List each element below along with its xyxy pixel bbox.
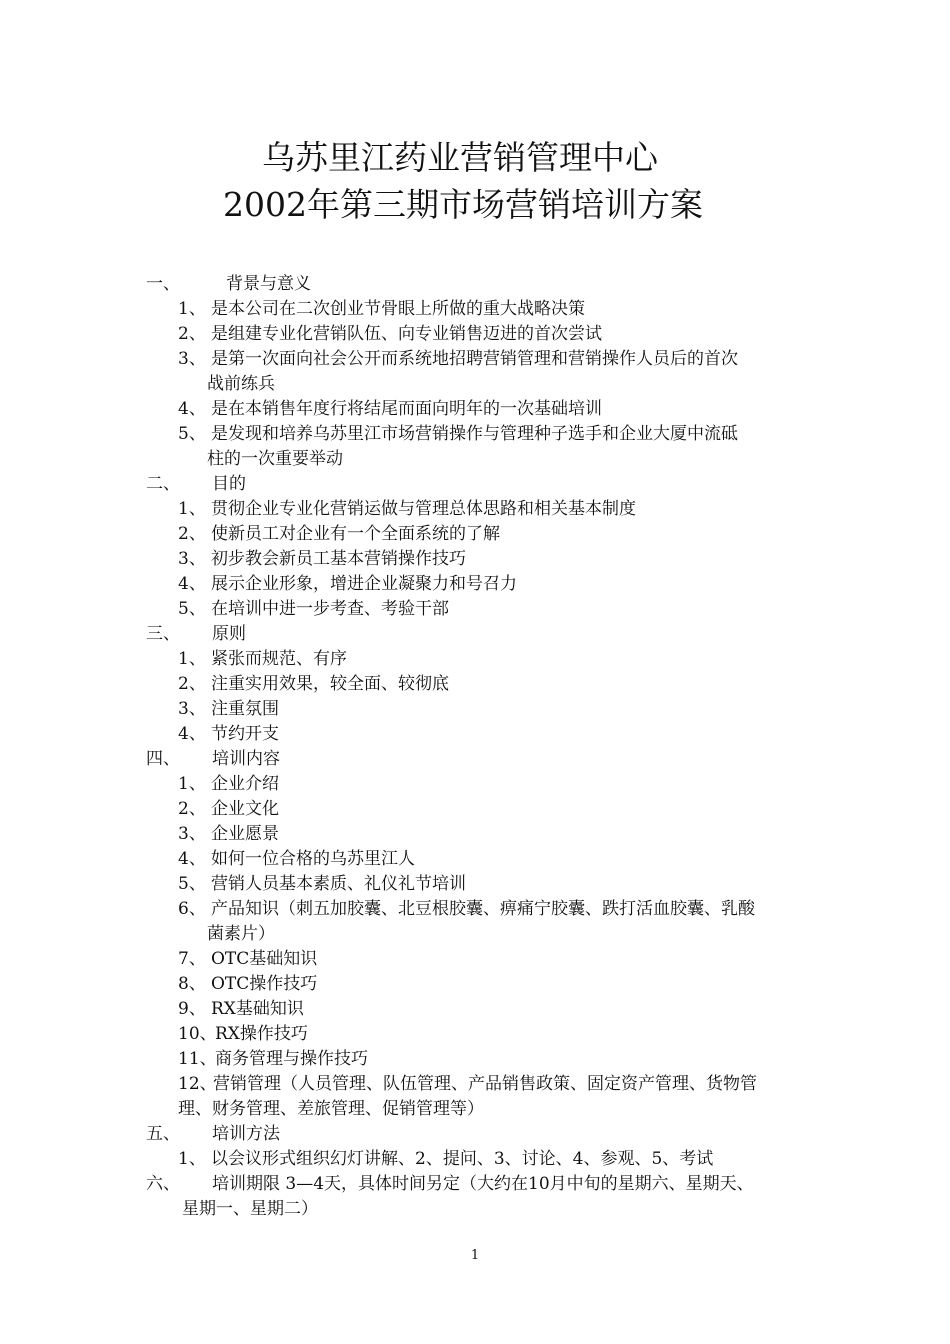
- list-item: [0, 397, 950, 422]
- item-text: 企业介绍: [211, 774, 279, 794]
- item-number: 1、: [178, 499, 206, 519]
- list-item: [0, 522, 950, 547]
- item-text: 注重实用效果，较全面、较彻底: [211, 674, 449, 694]
- item-number: 11、: [178, 1049, 217, 1069]
- section-text-continuation: 星期一、星期二）: [182, 1199, 318, 1219]
- item-text: 以会议形式组织幻灯讲解、2、提问、3、讨论、4、参观、5、考试: [211, 1149, 714, 1169]
- item-number: 9、: [178, 999, 206, 1019]
- item-number: 1、: [178, 774, 206, 794]
- list-item: [0, 1072, 950, 1097]
- list-item: [0, 497, 950, 522]
- section-number: 四、: [146, 749, 180, 769]
- section-number: 三、: [146, 624, 180, 644]
- item-text: 商务管理与操作技巧: [215, 1049, 368, 1069]
- document-title-line2: 2002年第三期市场营销培训方案: [223, 185, 703, 224]
- list-item: [0, 422, 950, 447]
- list-item: [0, 647, 950, 672]
- item-text: 注重氛围: [211, 699, 279, 719]
- item-number: 10、: [178, 1024, 217, 1044]
- list-item: [0, 297, 950, 322]
- list-item: [0, 347, 950, 372]
- item-text: RX基础知识: [211, 999, 304, 1019]
- list-item: [0, 572, 950, 597]
- item-number: 5、: [178, 424, 206, 444]
- item-text: 营销管理（人员管理、队伍管理、产品销售政策、固定资产管理、货物管: [213, 1074, 757, 1094]
- list-item-continuation: [0, 372, 950, 397]
- item-number: 3、: [178, 699, 206, 719]
- item-text: 节约开支: [211, 724, 279, 744]
- section-number: 二、: [146, 474, 180, 494]
- list-item: [0, 547, 950, 572]
- list-item: [0, 972, 950, 997]
- item-number: 3、: [178, 549, 206, 569]
- item-number: 1、: [178, 1149, 206, 1169]
- item-text: 产品知识（刺五加胶囊、北豆根胶囊、痹痛宁胶囊、跌打活血胶囊、乳酸: [211, 899, 755, 919]
- item-number: 4、: [178, 574, 206, 594]
- item-number: 1、: [178, 299, 206, 319]
- list-item: [0, 822, 950, 847]
- section-number: 六、: [146, 1174, 180, 1194]
- item-text: RX操作技巧: [215, 1024, 308, 1044]
- item-number: 8、: [178, 974, 206, 994]
- list-item: [0, 797, 950, 822]
- item-text-continuation: 菌素片）: [207, 924, 275, 944]
- section-label: 背景与意义: [226, 274, 311, 294]
- item-text: 是组建专业化营销队伍、向专业销售迈进的首次尝试: [211, 324, 602, 344]
- section-heading: [0, 1172, 950, 1197]
- item-text-continuation: 战前练兵: [207, 374, 275, 394]
- list-item: [0, 1147, 950, 1172]
- list-item: [0, 322, 950, 347]
- item-number: 5、: [178, 874, 206, 894]
- item-text: 是发现和培养乌苏里江市场营销操作与管理种子选手和企业大厦中流砥: [211, 424, 738, 444]
- list-item: [0, 772, 950, 797]
- section-label: 原则: [212, 624, 246, 644]
- list-item: [0, 697, 950, 722]
- list-item: [0, 947, 950, 972]
- list-item: [0, 672, 950, 697]
- section-heading: [0, 1122, 950, 1147]
- item-text-continuation: 理、财务管理、差旅管理、促销管理等）: [178, 1099, 484, 1119]
- item-number: 6、: [178, 899, 206, 919]
- item-number: 2、: [178, 674, 206, 694]
- item-number: 2、: [178, 324, 206, 344]
- item-text: OTC基础知识: [211, 949, 318, 969]
- list-item: [0, 1022, 950, 1047]
- item-number: 7、: [178, 949, 206, 969]
- item-number: 2、: [178, 524, 206, 544]
- item-text: OTC操作技巧: [211, 974, 318, 994]
- item-text-continuation: 柱的一次重要举动: [207, 449, 343, 469]
- item-number: 3、: [178, 824, 206, 844]
- section-number: 一、: [146, 274, 180, 294]
- section-heading: [0, 472, 950, 497]
- section-label: 目的: [212, 474, 246, 494]
- item-text: 企业文化: [211, 799, 279, 819]
- item-text: 是第一次面向社会公开而系统地招聘营销管理和营销操作人员后的首次: [211, 349, 738, 369]
- item-text: 在培训中进一步考查、考验干部: [211, 599, 449, 619]
- item-number: 4、: [178, 724, 206, 744]
- list-item-continuation: [0, 1097, 950, 1122]
- page-number: 1: [470, 1248, 480, 1263]
- item-number: 3、: [178, 349, 206, 369]
- item-text: 营销人员基本素质、礼仪礼节培训: [211, 874, 466, 894]
- item-number: 1、: [178, 649, 206, 669]
- item-text: 贯彻企业专业化营销运做与管理总体思路和相关基本制度: [211, 499, 636, 519]
- section-number: 五、: [146, 1124, 180, 1144]
- section-heading: [0, 272, 950, 297]
- document-title-line1: 乌苏里江药业营销管理中心: [262, 138, 658, 177]
- item-text: 是本公司在二次创业节骨眼上所做的重大战略决策: [211, 299, 585, 319]
- item-text: 使新员工对企业有一个全面系统的了解: [211, 524, 500, 544]
- list-item: [0, 597, 950, 622]
- document-body: [0, 272, 950, 1222]
- list-item: [0, 722, 950, 747]
- list-item-continuation: [0, 922, 950, 947]
- item-number: 2、: [178, 799, 206, 819]
- list-item: [0, 1047, 950, 1072]
- item-number: 12、: [178, 1074, 217, 1094]
- section-continuation: [0, 1197, 950, 1222]
- item-text: 初步教会新员工基本营销操作技巧: [211, 549, 466, 569]
- section-heading: [0, 747, 950, 772]
- list-item: [0, 847, 950, 872]
- section-label: 培训方法: [212, 1124, 280, 1144]
- item-text: 展示企业形象，增进企业凝聚力和号召力: [211, 574, 517, 594]
- list-item: [0, 997, 950, 1022]
- list-item: [0, 872, 950, 897]
- section-label: 培训内容: [212, 749, 280, 769]
- section-label: 培训期限 3—4天，具体时间另定（大约在10月中旬的星期六、星期天、: [212, 1174, 754, 1194]
- item-number: 4、: [178, 399, 206, 419]
- item-text: 如何一位合格的乌苏里江人: [211, 849, 415, 869]
- item-text: 是在本销售年度行将结尾而面向明年的一次基础培训: [211, 399, 602, 419]
- item-text: 紧张而规范、有序: [211, 649, 347, 669]
- item-number: 4、: [178, 849, 206, 869]
- item-number: 5、: [178, 599, 206, 619]
- section-heading: [0, 622, 950, 647]
- list-item-continuation: [0, 447, 950, 472]
- item-text: 企业愿景: [211, 824, 279, 844]
- list-item: [0, 897, 950, 922]
